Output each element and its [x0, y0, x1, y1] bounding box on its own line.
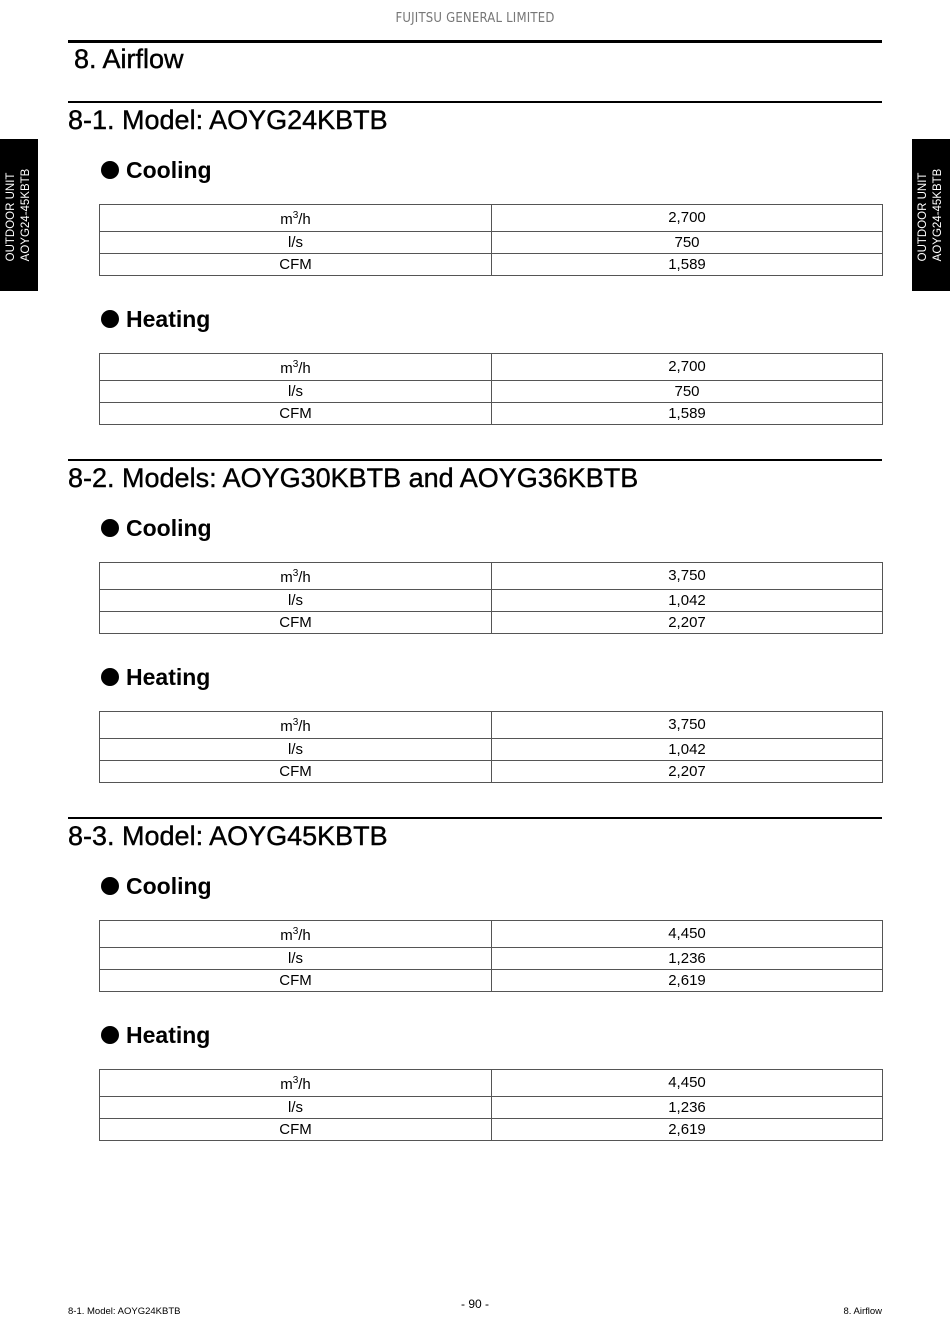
heating-heading: [101, 1022, 210, 1049]
unit-cell: l/s: [100, 1097, 492, 1119]
value-cell: 1,589: [492, 254, 883, 276]
side-tab-line2: AOYG24-45KBTB: [20, 168, 32, 262]
unit-cell: $m^3/h$: [100, 563, 492, 590]
side-tab-line1: OUTDOOR UNIT: [5, 172, 17, 262]
unit-cell: l/s: [100, 232, 492, 254]
chapter-title: 8. Airflow: [74, 44, 184, 74]
heating-label: Heating: [126, 1022, 211, 1048]
unit-cell: CFM: [100, 970, 492, 992]
cooling-heading: [101, 157, 212, 184]
airflow-table: [99, 204, 883, 276]
bullet-icon: [101, 310, 119, 328]
section-title: 8-3. Model: AOYG45KBTB: [68, 821, 388, 851]
bullet-icon: [101, 161, 119, 179]
bullet-icon: [101, 1026, 119, 1044]
table-row: [100, 921, 883, 948]
unit-cell: $m^3/h$: [100, 1070, 492, 1097]
value-cell: 2,700: [492, 205, 883, 232]
value-cell: 4,450: [492, 1070, 883, 1097]
unit-cell: l/s: [100, 381, 492, 403]
airflow-table: [99, 353, 883, 425]
cooling-label: Cooling: [126, 515, 212, 541]
footer-section-label: 8-1. Model: AOYG24KBTB: [68, 1306, 181, 1317]
heating-label: Heating: [126, 306, 211, 332]
heating-heading: [101, 306, 210, 333]
value-cell: 750: [492, 381, 883, 403]
unit-cell: CFM: [100, 612, 492, 634]
bullet-icon: [101, 519, 119, 537]
value-cell: 1,589: [492, 403, 883, 425]
table-row: [100, 232, 883, 254]
table-row: [100, 712, 883, 739]
side-tab-line1: OUTDOOR UNIT: [917, 172, 929, 262]
value-cell: 1,236: [492, 1097, 883, 1119]
value-cell: 4,450: [492, 921, 883, 948]
table-row: [100, 1097, 883, 1119]
section-rule: [68, 459, 882, 461]
unit-cell: l/s: [100, 739, 492, 761]
table-row: [100, 739, 883, 761]
cooling-label: Cooling: [126, 873, 212, 899]
company-header: FUJITSU GENERAL LIMITED: [395, 11, 555, 26]
table-row: [100, 254, 883, 276]
side-tab-label: [4, 169, 34, 262]
side-tab-line2: AOYG24-45KBTB: [932, 168, 944, 262]
value-cell: 1,236: [492, 948, 883, 970]
table-row: [100, 970, 883, 992]
unit-cell: $m^3/h$: [100, 712, 492, 739]
table-row: [100, 563, 883, 590]
section-rule: [68, 101, 882, 103]
table-row: [100, 590, 883, 612]
table-row: [100, 612, 883, 634]
value-cell: 2,207: [492, 612, 883, 634]
section-rule: [68, 817, 882, 819]
footer-chapter-label: 8. Airflow: [843, 1306, 882, 1317]
cooling-heading: [101, 515, 212, 542]
side-tab-right: [912, 139, 950, 291]
value-cell: 1,042: [492, 590, 883, 612]
airflow-table: [99, 562, 883, 634]
section-title: 8-2. Models: AOYG30KBTB and AOYG36KBTB: [68, 463, 639, 493]
value-cell: 750: [492, 232, 883, 254]
unit-cell: CFM: [100, 254, 492, 276]
table-row: [100, 354, 883, 381]
table-row: [100, 205, 883, 232]
bullet-icon: [101, 877, 119, 895]
table-row: [100, 403, 883, 425]
table-row: [100, 948, 883, 970]
unit-cell: l/s: [100, 590, 492, 612]
value-cell: 2,619: [492, 1119, 883, 1141]
cooling-label: Cooling: [126, 157, 212, 183]
value-cell: 2,207: [492, 761, 883, 783]
heating-heading: [101, 664, 210, 691]
unit-cell: $m^3/h$: [100, 921, 492, 948]
table-row: [100, 1070, 883, 1097]
side-tab-label: [916, 169, 946, 262]
airflow-table: [99, 920, 883, 992]
value-cell: 3,750: [492, 712, 883, 739]
table-row: [100, 1119, 883, 1141]
value-cell: 2,619: [492, 970, 883, 992]
unit-cell: $m^3/h$: [100, 205, 492, 232]
page-number: - 90 -: [460, 1297, 489, 1311]
value-cell: 3,750: [492, 563, 883, 590]
table-row: [100, 381, 883, 403]
side-tab-left: [0, 139, 38, 291]
cooling-heading: [101, 873, 212, 900]
chapter-rule: [68, 40, 882, 43]
value-cell: 1,042: [492, 739, 883, 761]
value-cell: 2,700: [492, 354, 883, 381]
unit-cell: $m^3/h$: [100, 354, 492, 381]
unit-cell: CFM: [100, 1119, 492, 1141]
unit-cell: l/s: [100, 948, 492, 970]
section-title: 8-1. Model: AOYG24KBTB: [68, 105, 388, 135]
airflow-table: [99, 1069, 883, 1141]
unit-cell: CFM: [100, 403, 492, 425]
airflow-table: [99, 711, 883, 783]
bullet-icon: [101, 668, 119, 686]
heating-label: Heating: [126, 664, 211, 690]
unit-cell: CFM: [100, 761, 492, 783]
table-row: [100, 761, 883, 783]
